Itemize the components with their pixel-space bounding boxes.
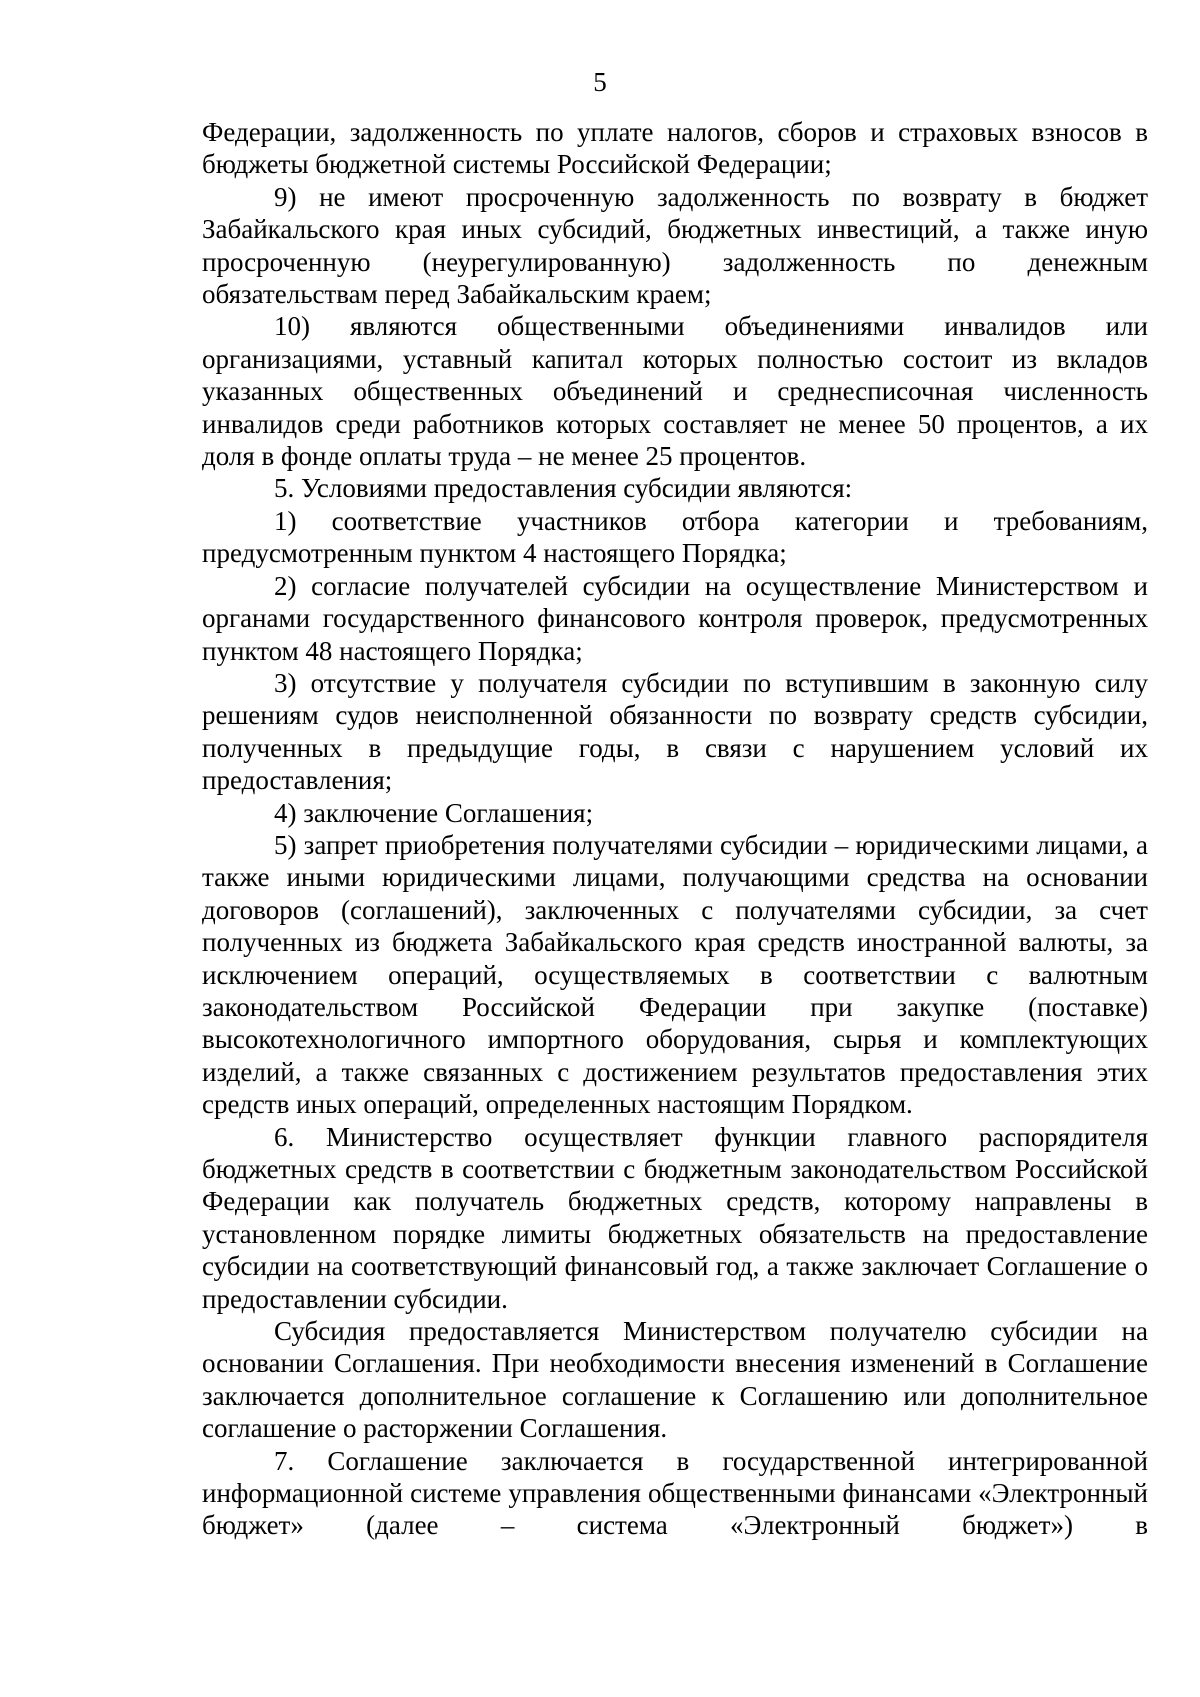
paragraph-condition-3: 3) отсутствие у получателя субсидии по вступившим в законную силу решениям судов неисполненной обязанности по возврату средств субсидии, полученных в предыдущие годы, в связи с нарушением условий их предоставления; (202, 667, 1148, 796)
paragraph-condition-1: 1) соответствие участников отбора категории и требованиям, предусмотренным пунктом 4 настоящего Порядка; (202, 505, 1148, 569)
page-number: 5 (593, 67, 607, 97)
paragraph-item-10: 10) являются общественными объединениями инвалидов или организациями, уставный капитал которых полностью состоит из вкладов указанных общественных объединений и среднесписочная численность инвалидов среди работников которых составляет не менее 50 процентов, а их доля в фонде оплаты труда – не менее 25 процентов. (202, 311, 1148, 472)
paragraph-condition-5: 5) запрет приобретения получателями субсидии – юридическими лицами, а также иными юридическими лицами, получающими средства на основании договоров (соглашений), заключенных с получателями субсидии, за счет полученных из бюджета Забайкальского края средств иностранной валюты, за исключением операций, осуществляемых в соответствии с валютным законодательством Российской Федерации при закупке (поставке) высокотехнологичного импортного оборудования, сырья и комплектующих изделий, а также связанных с достижением результатов предоставления этих средств иных операций, определенных настоящим Порядком. (202, 829, 1148, 1120)
paragraph-section-5: 5. Условиями предоставления субсидии являются: (274, 473, 853, 504)
paragraph-section-7: 7. Соглашение заключается в государственной интегрированной информационной системе управления общественными финансами «Электронный бюджет» (далее – система «Электронный бюджет») в (202, 1445, 1148, 1541)
paragraph-condition-4: 4) заключение Соглашения; (274, 797, 594, 828)
paragraph-continuation: Федерации, задолженность по уплате налогов, сборов и страховых взносов в бюджеты бюджетной системы Российской Федерации; (202, 117, 1148, 180)
document-body (202, 116, 1148, 1542)
paragraph-section-6: 6. Министерство осуществляет функции главного распорядителя бюджетных средств в соответствии с бюджетным законодательством Российской Федерации как получатель бюджетных средств, которому направлены в установленном порядке лимиты бюджетных обязательств на предоставление субсидии на соответствующий финансовый год, а также заключает Соглашение о предоставлении субсидии. (202, 1121, 1148, 1314)
paragraph-subsidy-agreement: Субсидия предоставляется Министерством получателю субсидии на основании Соглашения. При необходимости внесения изменений в Соглашение заключается дополнительное соглашение к Соглашению или дополнительное соглашение о расторжении Соглашения. (202, 1316, 1148, 1444)
paragraph-condition-2: 2) согласие получателей субсидии на осуществление Министерством и органами государственного финансового контроля проверок, предусмотренных пунктом 48 настоящего Порядка; (202, 570, 1148, 666)
paragraph-item-9: 9) не имеют просроченную задолженность по возврату в бюджет Забайкальского края иных субсидий, бюджетных инвестиций, а также иную просроченную (неурегулированную) задолженность по денежным обязательствам перед Забайкальским краем; (202, 181, 1148, 310)
